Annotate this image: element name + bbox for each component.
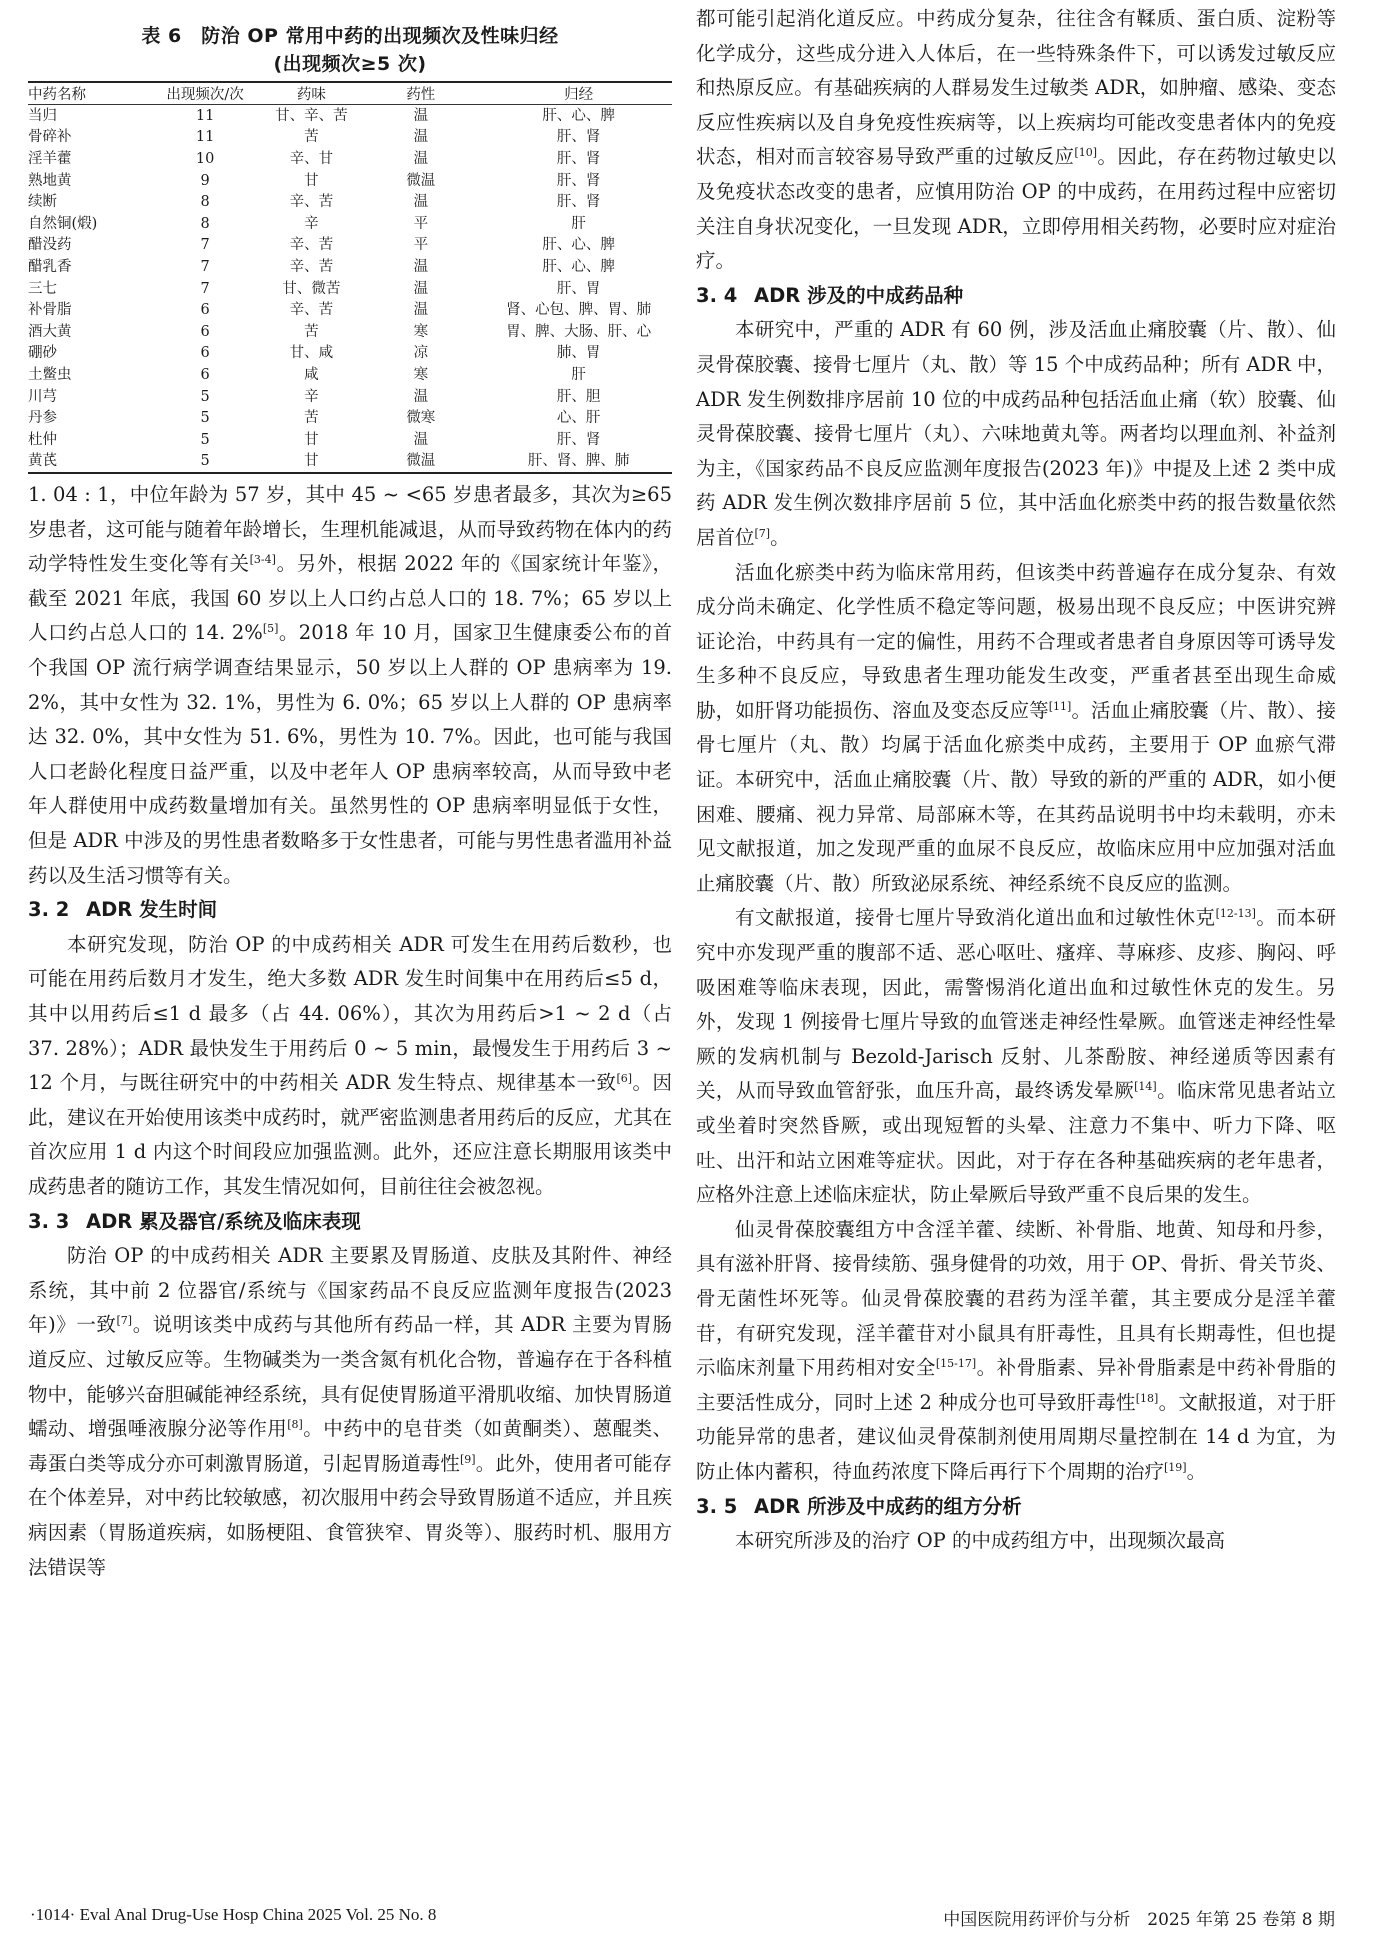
cell-flavor: 辛、甘: [289, 150, 334, 167]
cell-meridian: 肝、心、脾: [542, 258, 615, 275]
footer-journal-en: ·1014· Eval Anal Drug-Use Hosp China 2025 Vol. 25 No. 8: [30, 1905, 437, 1924]
cell-herb-name: 续断: [28, 194, 57, 211]
cell-meridian: 肝、肾: [556, 150, 601, 167]
cell-frequency: 9: [200, 172, 210, 189]
header-herb-name: 中药名称: [28, 82, 144, 105]
section-number: 3. 2: [28, 898, 70, 922]
citation: [6]: [616, 1072, 633, 1086]
header-meridian: 归经: [485, 82, 672, 105]
text-run: 1. 04 : 1，中位年龄为 57 岁，其中 45 ~ <65 岁患者最多，其次为≥65 岁患者，这可能与随着年龄增长，生理机能减退，从而导致药物在体内的药动学特性发生变化等有关: [28, 483, 672, 576]
right-body-text: [696, 2, 1336, 1559]
cell-nature: 温: [413, 258, 429, 275]
cell-herb-name: 酒大黄: [28, 323, 72, 340]
citation: [18]: [1135, 1391, 1159, 1405]
section-heading-3-4: [696, 279, 1336, 314]
left-column: [28, 0, 672, 1585]
table-row: [28, 429, 672, 451]
paragraph: [28, 1239, 672, 1585]
paragraph: [696, 556, 1336, 902]
section-number: 3. 5: [696, 1494, 738, 1518]
text-run: 。此外，使用者可能存在个体差异，对中药比较敏感，初次服用中药会导致胃肠道不适应，并且疾病因素（胃肠道疾病，如肠梗阻、食管狭窄、胃炎等）、服药时机、服用方法错误等: [28, 1451, 672, 1579]
table-row: [28, 235, 672, 257]
text-run: 。: [770, 525, 790, 549]
cell-herb-name: 补骨脂: [28, 302, 72, 319]
cell-herb-name: 当归: [28, 107, 57, 124]
text-run: 本研究发现，防治 OP 的中成药相关 ADR 可发生在用药后数秒，也可能在用药后数月才发生，绝大多数 ADR 发生时间集中在用药后≤5 d，其中以用药后≤1 d 最多（占 44. 06%），其次为用药后>1 ~ 2 d（占 37. 28%）；ADR 最快发生于用药后 0 ~ 5 min，最慢发生于用药后 3 ~ 12 个月，与既往研究中的中药相关 ADR 发生特点、规律基本一致: [28, 932, 672, 1095]
cell-nature: 寒: [413, 366, 429, 383]
cell-frequency: 6: [200, 323, 210, 340]
text-run: 。: [1186, 1459, 1207, 1483]
cell-nature: 温: [413, 302, 429, 319]
cell-meridian: 肾、心包、脾、胃、肺: [506, 302, 652, 319]
citation: [7]: [754, 526, 771, 540]
header-nature: 药性: [356, 82, 485, 105]
table-row: [28, 343, 672, 365]
cell-nature: 温: [413, 431, 429, 448]
cell-herb-name: 淫羊藿: [28, 150, 72, 167]
cell-frequency: 7: [200, 258, 210, 275]
cell-meridian: 肝、心、脾: [542, 107, 615, 124]
table-header-row: [28, 82, 672, 105]
table-row: [28, 148, 672, 170]
citation: [7]: [116, 1314, 133, 1328]
section-heading-3-2: [28, 893, 672, 928]
cell-meridian: 肝、胃: [556, 280, 601, 297]
citation: [14]: [1134, 1080, 1157, 1094]
paragraph: [28, 478, 672, 893]
cell-herb-name: 自然铜(煅): [28, 215, 98, 232]
cell-nature: 平: [413, 215, 429, 232]
cell-meridian: 肝、肾: [556, 172, 601, 189]
cell-herb-name: 熟地黄: [28, 172, 72, 189]
section-heading-3-3: [28, 1205, 672, 1240]
text-run: 。临床常见患者站立或坐着时突然昏厥，或出现短暂的头晕、注意力不集中、听力下降、呕吐、出汗和站立困难等症状。因此，对于存在各种基础疾病的老年患者，应格外注意上述临床症状，防止晕厥后导致严重不良后果的发生。: [696, 1079, 1336, 1207]
cell-flavor: 辛: [304, 215, 319, 232]
cell-herb-name: 三七: [28, 280, 57, 297]
text-run: 。2018 年 10 月，国家卫生健康委公布的首个我国 OP 流行病学调查结果显示，50 岁以上人群的 OP 患病率为 19. 2%，其中女性为 32. 1%，男性为 6. 0%；65 岁以上人群的 OP 患病率达 32. 0%，其中女性为 51. 6%，男性为 10. 7%。因此，也可能与我国人口老龄化程度日益严重，以及中老年人 OP 患病率较高，从而导致中老年人群使用中成药数量增加有关。虽然男性的 OP 患病率明显低于女性，但是 ADR 中涉及的男性患者数略多于女性患者，可能与男性患者滥用补益药以及生活习惯等有关。: [28, 621, 672, 887]
text-run: 。活血止痛胶囊（片、散）、接骨七厘片（丸、散）均属于活血化瘀类中成药，主要用于 OP 血瘀气滞证。本研究中，活血止痛胶囊（片、散）导致的新的严重的 ADR，如小便困难、腰痛、视力异常、局部麻木等，在其药品说明书中均未载明，亦未见文献报道，加之发现严重的血尿不良反应，故临床应用中应加强对活血止痛胶囊（片、散）所致泌尿系统、神经系统不良反应的监测。: [696, 698, 1336, 895]
table-title: 表 6 防治 OP 常用中药的出现频次及性味归经: [141, 25, 559, 47]
cell-flavor: 甘: [304, 453, 319, 470]
section-title: ADR 发生时间: [86, 898, 218, 922]
header-flavor: 药味: [266, 82, 356, 105]
text-run: 仙灵骨葆胶囊组方中含淫羊藿、续断、补骨脂、地黄、知母和丹参，具有滋补肝肾、接骨续筋、强身健骨的功效，用于 OP、骨折、骨关节炎、骨无菌性坏死等。仙灵骨葆胶囊的君药为淫羊藿，其主要成分是淫羊藿苷，有研究发现，淫羊藿苷对小鼠具有肝毒性，且具有长期毒性，但也提示临床剂量下用药相对安全: [696, 1217, 1336, 1380]
cell-frequency: 6: [200, 302, 210, 319]
text-run: 。说明该类中成药与其他所有药品一样，其 ADR 主要为胃肠道反应、过敏反应等。生物碱类为一类含氮有机化合物，普遍存在于各科植物中，能够兴奋胆碱能神经系统，具有促使胃肠道平滑肌收缩、加快胃肠道蠕动、增强唾液腺分泌等作用: [28, 1313, 673, 1441]
cell-frequency: 5: [200, 431, 210, 448]
table-row: [28, 386, 672, 408]
cell-frequency: 11: [195, 129, 215, 146]
table-row: [28, 321, 672, 343]
cell-flavor: 甘、微苦: [282, 280, 341, 297]
text-run: 活血化瘀类中药为临床常用药，但该类中药普遍存在成分复杂、有效成分尚未确定、化学性质不稳定等问题，极易出现不良反应；中医讲究辨证论治，中药具有一定的偏性，用药不合理或者患者自身原因等可诱导发生多种不良反应，导致患者生理功能发生改变，严重者甚至出现生命威胁，如肝肾功能损伤、溶血及变态反应等: [696, 560, 1336, 722]
paragraph: 本研究所涉及的治疗 OP 的中成药组方中，出现频次最高: [735, 1529, 1226, 1553]
cell-nature: 温: [413, 388, 429, 405]
text-run: 。而本研究中亦发现严重的腹部不适、恶心呕吐、瘙痒、荨麻疹、皮疹、胸闷、呼吸困难等临床表现，因此，需警惕消化道出血和过敏性休克的发生。另外，发现 1 例接骨七厘片导致的血管迷走神经性晕厥。血管迷走神经性晕厥的发病机制与 Bezold-Jarisch 反射、儿茶酚胺、神经递质等因素有关，从而导致血管舒张，血压升高，最终诱发晕厥: [696, 906, 1336, 1103]
cell-flavor: 甘: [304, 172, 319, 189]
cell-frequency: 6: [200, 366, 210, 383]
citation: [8]: [287, 1418, 303, 1432]
text-run: 。文献报道，对于肝功能异常的患者，建议仙灵骨葆制剂使用周期尽量控制在 14 d 为宜，为防止体内蓄积，待血药浓度下降后再行下个周期的治疗: [696, 1390, 1336, 1483]
text-run: 。另外，根据 2022 年的《国家统计年鉴》，截至 2021 年底，我国 60 岁以上人口约占总人口的 18. 7%；65 岁以上人口约占总人口的 14. 2%: [28, 552, 672, 645]
section-title: ADR 涉及的中成药品种: [754, 283, 964, 307]
cell-nature: 平: [413, 237, 429, 254]
table-row: [28, 364, 672, 386]
citation: [10]: [1074, 146, 1097, 160]
table-row: [28, 299, 672, 321]
footer-journal-cn: 中国医院用药评价与分析 2025 年第 25 卷第 8 期: [943, 1910, 1335, 1930]
herb-frequency-table: [28, 81, 672, 474]
cell-flavor: 辛: [304, 388, 319, 405]
cell-flavor: 苦: [304, 129, 319, 146]
table-row: [28, 278, 672, 300]
table-row: [28, 170, 672, 192]
table-row: [28, 256, 672, 278]
cell-flavor: 苦: [304, 323, 319, 340]
paragraph: [696, 313, 1336, 555]
header-frequency: 出现频次/次: [144, 82, 266, 105]
text-run: 本研究中，严重的 ADR 有 60 例，涉及活血止痛胶囊（片、散）、仙灵骨葆胶囊、接骨七厘片（丸、散）等 15 个中成药品种；所有 ADR 中，ADR 发生例数排序居前 10 位的中成药品种包括活血止痛（软）胶囊、仙灵骨葆胶囊、接骨七厘片（丸）、六味地黄丸等。两者均以理血剂、补益剂为主，《国家药品不良反应监测年度报告(2023 年)》中提及上述 2 类中成药 ADR 发生例次数排序居前 5 位，其中活血化瘀类中药的报告数量依然居首位: [696, 318, 1337, 549]
table-row: [28, 213, 672, 235]
cell-frequency: 10: [195, 150, 215, 167]
cell-nature: 温: [413, 194, 429, 211]
paragraph: [696, 1213, 1336, 1490]
table-row: [28, 105, 672, 127]
citation: [12-13]: [1215, 907, 1256, 921]
cell-frequency: 11: [195, 107, 215, 124]
cell-meridian: 肺、胃: [556, 345, 601, 362]
cell-nature: 微寒: [406, 410, 436, 427]
cell-meridian: 胃、脾、大肠、肝、心: [506, 323, 652, 340]
section-heading-3-5: [696, 1490, 1336, 1525]
cell-flavor: 辛、苦: [289, 302, 334, 319]
cell-meridian: 肝: [571, 366, 586, 383]
cell-meridian: 心、肝: [556, 410, 601, 427]
cell-frequency: 8: [200, 194, 210, 211]
cell-meridian: 肝、肾: [556, 129, 601, 146]
cell-nature: 凉: [413, 345, 429, 362]
left-body-text: [28, 478, 672, 1585]
cell-meridian: 肝、肾、脾、肺: [527, 453, 630, 470]
cell-flavor: 苦: [304, 410, 319, 427]
cell-nature: 温: [413, 129, 429, 146]
right-column: [696, 0, 1336, 1559]
text-run: 。中药中的皂苷类（如黄酮类）、蒽醌类、毒蛋白类等成分亦可刺激胃肠道，引起胃肠道毒性: [28, 1417, 672, 1475]
cell-nature: 温: [413, 150, 429, 167]
cell-meridian: 肝、肾: [556, 194, 601, 211]
cell-nature: 微温: [406, 453, 436, 470]
cell-herb-name: 骨碎补: [28, 129, 72, 146]
section-title: ADR 所涉及中成药的组方分析: [754, 1494, 1022, 1518]
cell-frequency: 7: [200, 237, 210, 254]
table-body: [28, 105, 672, 474]
text-run: 。补骨脂素、异补骨脂素是中药补骨脂的主要活性成分，同时上述 2 种成分也可导致肝毒性: [696, 1356, 1336, 1414]
cell-meridian: 肝、肾: [556, 431, 601, 448]
cell-herb-name: 黄芪: [28, 453, 57, 470]
citation: [15-17]: [935, 1357, 977, 1371]
table-row: [28, 191, 672, 213]
cell-frequency: 8: [200, 215, 210, 232]
cell-flavor: 辛、苦: [289, 258, 334, 275]
citation: [19]: [1164, 1460, 1187, 1474]
cell-flavor: 甘、辛、苦: [275, 107, 348, 124]
cell-herb-name: 土鳖虫: [28, 366, 72, 383]
cell-flavor: 辛、苦: [289, 194, 334, 211]
citation: [11]: [1048, 699, 1072, 713]
cell-flavor: 甘、咸: [289, 345, 334, 362]
cell-nature: 温: [413, 107, 429, 124]
cell-meridian: 肝、心、脾: [542, 237, 615, 254]
table-subtitle: (出现频次≥5 次): [273, 53, 427, 75]
cell-frequency: 5: [200, 410, 210, 427]
text-run: 。因此，存在药物过敏史以及免疫状态改变的患者，应慎用防治 OP 的中成药，在用药过程中应密切关注自身状况变化，一旦发现 ADR，立即停用相关药物，必要时应对症治疗。: [696, 145, 1336, 273]
cell-nature: 温: [413, 280, 429, 297]
cell-frequency: 7: [200, 280, 210, 297]
cell-frequency: 5: [200, 453, 210, 470]
paragraph: [696, 2, 1336, 279]
cell-herb-name: 醋没药: [28, 237, 72, 254]
cell-nature: 微温: [406, 172, 436, 189]
table-row: [28, 451, 672, 474]
citation: [5]: [262, 622, 279, 636]
cell-frequency: 6: [200, 345, 210, 362]
cell-herb-name: 硼砂: [28, 345, 57, 362]
table-row: [28, 127, 672, 149]
cell-flavor: 辛、苦: [289, 237, 334, 254]
cell-herb-name: 丹参: [28, 410, 57, 427]
cell-meridian: 肝: [571, 215, 586, 232]
text-run: 防治 OP 的中成药相关 ADR 主要累及胃肠道、皮肤及其附件、神经系统，其中前 2 位器官/系统与《国家药品不良反应监测年度报告(2023 年)》一致: [28, 1244, 672, 1337]
citation: [9]: [460, 1452, 476, 1466]
cell-herb-name: 杜仲: [28, 431, 57, 448]
cell-herb-name: 醋乳香: [28, 258, 72, 275]
section-title: ADR 累及器官/系统及临床表现: [86, 1209, 361, 1233]
section-number: 3. 4: [696, 283, 738, 307]
text-run: 。因此，建议在开始使用该类中成药时，就严密监测患者用药后的反应，尤其在首次应用 1 d 内这个时间段应加强监测。此外，还应注意长期服用该类中成药患者的随访工作，其发生情况如何，目前往往会被忽视。: [28, 1071, 672, 1198]
cell-nature: 寒: [413, 323, 429, 340]
paragraph: [28, 928, 672, 1205]
cell-herb-name: 川芎: [28, 388, 57, 405]
paragraph: [696, 901, 1336, 1212]
cell-frequency: 5: [200, 388, 210, 405]
text-run: 有文献报道，接骨七厘片导致消化道出血和过敏性休克: [735, 906, 1216, 930]
citation: [3-4]: [249, 553, 276, 567]
cell-flavor: 咸: [304, 366, 319, 383]
text-run: 都可能引起消化道反应。中药成分复杂，往往含有鞣质、蛋白质、淀粉等化学成分，这些成分进入人体后，在一些特殊条件下，可以诱发过敏反应和热原反应。有基础疾病的人群易发生过敏类 ADR，如肿瘤、感染、变态反应性疾病以及自身免疫性疾病等，以上疾病均可能改变患者体内的免疫状态，相对而言较容易导致严重的过敏反应: [696, 7, 1336, 169]
table-row: [28, 407, 672, 429]
section-number: 3. 3: [28, 1209, 70, 1233]
cell-flavor: 甘: [304, 431, 319, 448]
cell-meridian: 肝、胆: [556, 388, 601, 405]
